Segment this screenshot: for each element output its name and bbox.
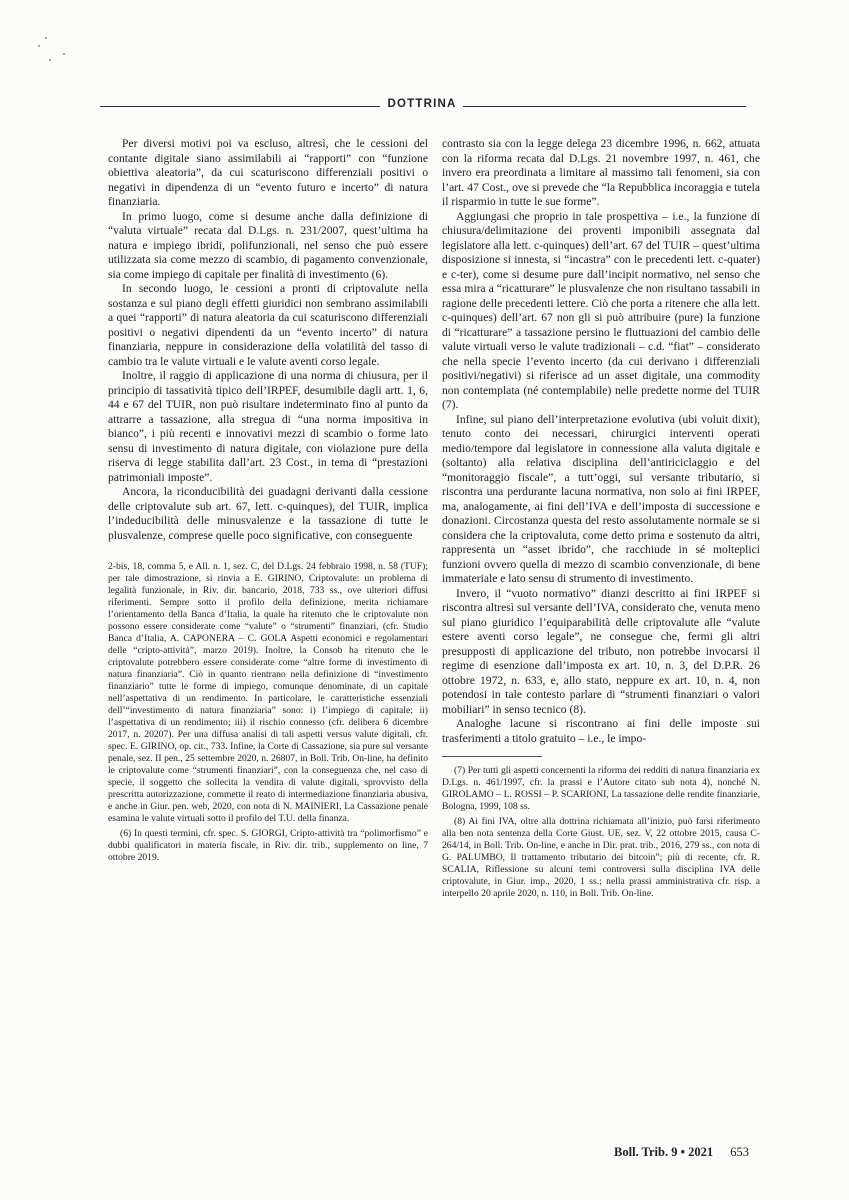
journal-issue: Boll. Trib. 9 • 2021 <box>614 1145 714 1159</box>
left-body <box>108 137 428 543</box>
footnote-rule <box>442 756 542 757</box>
footnote: (6) In questi termini, cfr. spec. S. GIORGI, Cripto-attività tra “polimorfismo” e dubbi qualificatori in materia fiscale, in Riv. dir. trib., supplemento on line, 7 ottobre 2019. <box>108 828 428 863</box>
body-paragraph: Aggiungasi che proprio in tale prospettiva – i.e., la funzione di chiusura/delimitazione dei proventi imponibili assegnata dal legislatore alla lett. c-quinques) dell’art. 67 del TUIR – quest’ultima disposizione si innesta, si “incastra” con le precedenti lett. c-quater) e c-ter), come si desume pure dall’incipit normativo, nel senso che essa mira a “ricatturare” le plusvalenze che non risultano tassabili in ragione delle precedenti lettere. Ciò che porta a ritenere che alla lett. c-quinques) dell’art. 67 non gli si può attribuire (pure) la funzione di “ricatturare” a tassazione persino le fluttuazioni del cambio delle valute virtuali verso le valute tradizionali – c.d. “fiat” – considerato che nella specie l’evento incerto (da cui derivano i differenziali positivi/negativi) si riferisce ad un asset digitale, una commodity non contemplata (né contemplabile) nelle predette norme del TUIR (7). <box>442 209 760 411</box>
right-body <box>442 137 760 746</box>
right-column <box>442 137 760 900</box>
section-title: DOTTRINA <box>387 98 457 110</box>
body-paragraph: contrasto sia con la legge delega 23 dicembre 1996, n. 662, attuata con la riforma recata dal D.Lgs. 21 novembre 1997, n. 461, che invero era preordinata a limitare al massimo tali fenomeni, sia con l’art. 47 Cost., ove si prevede che “la Repubblica incoraggia e tutela il risparmio in tutte le sue forme”. <box>442 137 760 208</box>
footnote: (7) Per tutti gli aspetti concernenti la riforma dei redditi di natura finanziaria ex D.Lgs. n. 461/1997, cfr. la prassi e l’Autore citato sub nota 4), nonché N. GIROLAMO – L. ROSSI – P. SCARIONI, La tassazione delle rendite finanziarie, Bologna, 1999, 108 ss. <box>442 765 760 812</box>
right-footnotes <box>442 765 760 900</box>
footnote: (8) Ai fini IVA, oltre alla dottrina richiamata all’inizio, può farsi riferimento alla ben nota sentenza della Corte Giust. UE, sez. V, 22 ottobre 2015, causa C-264/14, in Boll. Trib. On-line, e anche in Dir. prat. trib., 2016, 279 ss., con nota di G. PALUMBO, Il trattamento tributario dei bitcoin”; più di recente, cfr. R. SCALIA, Riflessione su alcuni temi controversi sulla disciplina IVA delle criptovalute, in Giur. imp., 2020, 1 ss.; nella prassi amministrativa cfr. risp. a interpello 20 aprile 2020, n. 110, in Boll. Trib. On-line. <box>442 816 760 899</box>
footnote: 2-bis, 18, comma 5, e All. n. 1, sez. C, del D.Lgs. 24 febbraio 1998, n. 58 (TUF); per tale dimostrazione, si rinvia a E. GIRINO, Criptovalute: un problema di legalità funzionale, in Riv. dir. bancario, 2018, 733 ss., ove ulteriori diffusi riferimenti. Sempre sotto il profilo della definizione, merita richiamare l’orientamento della Banca d’Italia, la quale ha ritenuto che le criptovalute non possono essere considerate come “valute” o “strumenti” finanziari, (cfr. Studio Banca d’Italia, A. CAPONERA – C. GOLA Aspetti economici e regolamentari delle “cripto-attività”, marzo 2019). Inoltre, la Consob ha ritenuto che le criptovalute potrebbero essere considerate come “altre forme di investimento di natura finanziaria”. Ciò in quanto rientrano nella definizione di “investimento finanziario” tutte le forme di impiego, comunque denominate, di un capitale nell’aspettativa di un rendimento. In particolare, le caratteristiche essenziali dell’“investimento di natura finanziaria” sono: i) l’impiego di capitale; ii) l’aspettativa di un rendimento; iii) il rischio connesso (cfr. delibera 6 dicembre 2017, n. 20207). Per una diffusa analisi di tali aspetti versus valute digitali, cfr. spec. E. GIRINO, op. cit., 733. Infine, la Corte di Cassazione, sia pure sul versante penale, sez. II pen., 25 settembre 2020, n. 26807, in Boll. Trib. On-line, ha definito le criptovalute come “strumenti finanziari”, con la conseguenza che, nel caso di specie, il soggetto che sollecita la vendita di valute digitali, sprovvisto della prescritta autorizzazione, commette il reato di intermediazione finanziaria abusiva, e anche in Giur. pen. web, 2020, con nota di N. MAINIERI, La Cassazione penale esamina le valute virtuali sotto il profilo del T.U. della finanza. <box>108 561 428 824</box>
body-paragraph: Analoghe lacune si riscontrano ai fini delle imposte sui trasferimenti a titolo gratuito – i.e., le impo- <box>442 717 760 745</box>
left-footnotes <box>108 561 428 864</box>
page-number: 653 <box>730 1145 749 1159</box>
body-paragraph: Invero, il “vuoto normativo” dianzi descritto ai fini IRPEF si riscontra altresì sul versante dell’IVA, considerato che, venuta meno sul piano giuridico l’equiparabilità delle criptovalute alle “valute estere aventi corso legale”, ne consegue che, fermi gli altri presupposti di applicazione del tributo, non potrebbe invocarsi il regime di esenzione dall’imposta ex art. 10, n. 3, del D.P.R. 26 ottobre 1972, n. 633, e, allo stato, neppure ex art. 10, n. 4, non potendosi in tale contesto parlare di “strumenti finanziari o valori mobiliari” in senso tecnico (8). <box>442 586 760 716</box>
running-header <box>100 95 746 117</box>
body-paragraph: Ancora, la riconducibilità dei guadagni derivanti dalla cessione delle criptovalute sub art. 67, lett. c-quinques), del TUIR, implica l’indeducibilità delle minusvalenze e la tassazione di tutte le plusvalenze, comprese quelle poco significative, con conseguente <box>108 485 428 542</box>
header-rule-right <box>463 106 746 107</box>
body-paragraph: In secondo luogo, le cessioni a pronti di criptovalute nella sostanza e sul piano degli effetti giuridici non sembrano assimilabili a quei “rapporti” di natura aleatoria da cui scaturiscono differenziali positivi o negativi dipendenti da un “evento incerto” di natura finanziaria, neppure in considerazione della volatilità del tasso di cambio tra le valute virtuali e le valute aventi corso legale. <box>108 282 428 368</box>
body-paragraph: Infine, sul piano dell’interpretazione evolutiva (ubi voluit dixit), tenuto conto dei necessari, chirurgici interventi operati medio/tempore dal legislatore in connessione alla valuta digitale e (soltanto) alla relativa disciplina dell’antiriciclaggio e del “monitoraggio fiscale”, a tutt’oggi, sul versante tributario, si riscontra una perdurante lacuna normativa, non solo ai fini IRPEF, ma, analogamente, ai fini dell’IVA e dell’imposta di successione e donazioni. Circostanza questa del resto assolutamente normale se si considera che la criptovaluta, come detto prima e sostenuto da altri, rappresenta un “asset ibrido”, che racchiude in sé molteplici funzioni ovvero quella di mezzo di scambio convenzionale, di bene immateriale e lato sensu di strumento di investimento. <box>442 412 760 585</box>
body-paragraph: In primo luogo, come si desume anche dalla definizione di “valuta virtuale” recata dal D.Lgs. n. 231/2007, quest’ultima ha natura e impiego ibridi, polifunzionali, nel senso che può essere utilizzata sia come mezzo di scambio, di pagamento convenzionale, sia come impiego di capitale per finalità di investimento (6). <box>108 209 428 281</box>
left-column <box>108 137 428 864</box>
body-paragraph: Inoltre, il raggio di applicazione di una norma di chiusura, per il principio di tassatività tipico dell’IRPEF, desumibile dagli artt. 1, 6, 44 e 67 del TUIR, non può risultare indeterminato fino al punto da attrarre a tassazione, alla stregua di “una norma impositiva in bianco”, i più recenti e innovativi mezzi di scambio o forme lato sensu di investimento di natura digitale, con violazione pure della riserva di legge stabilita dall’art. 23 Cost., in tema di “prestazioni patrimoniali imposte”. <box>108 369 428 484</box>
body-paragraph: Per diversi motivi poi va escluso, altresì, che le cessioni del contante digitale siano assimilabili ai “rapporti” con “funzione obiettiva aleatoria”, da cui scaturiscono differenziali positivi o negativi in dipendenza di un “evento futuro e incerto” di natura finanziaria. <box>108 137 428 208</box>
header-rule-left <box>100 106 380 107</box>
page-footer <box>614 1145 749 1160</box>
